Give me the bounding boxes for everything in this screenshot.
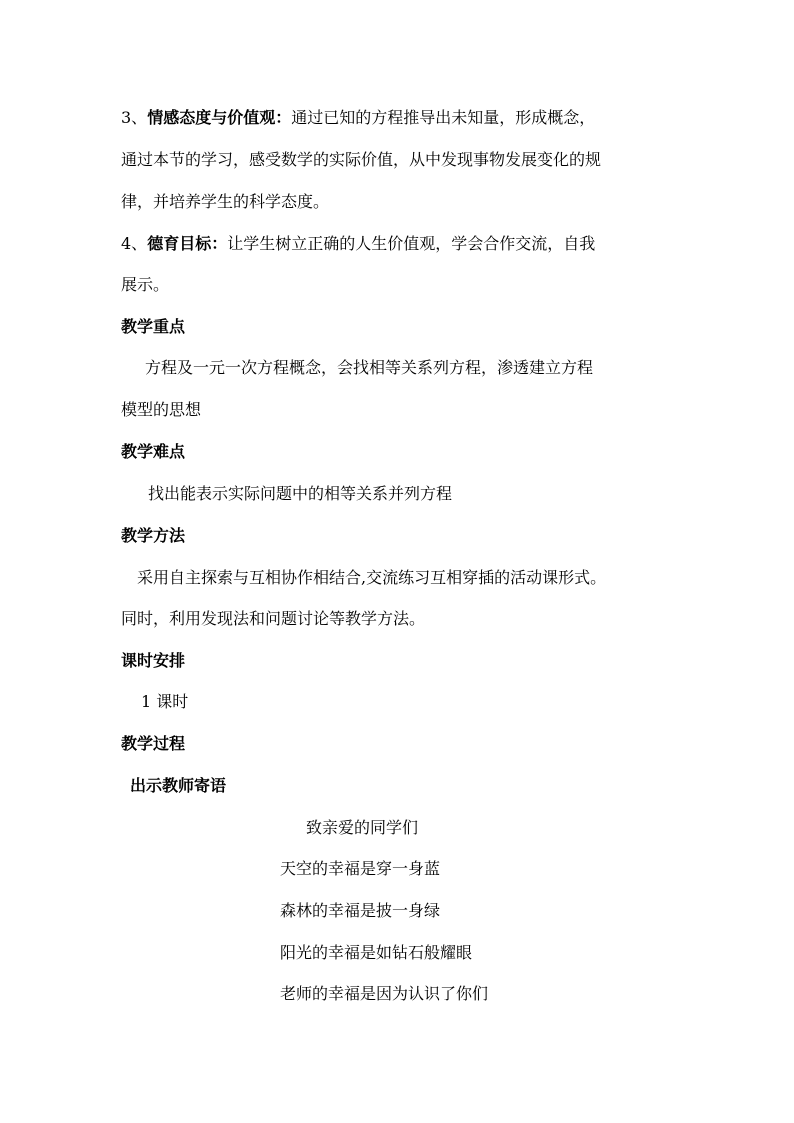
objective-4-label: 德育目标： [147,234,228,253]
objective-3-line-1 [121,108,701,128]
schedule-value: 1 课时 [141,692,189,711]
schedule-heading: 课时安排 [121,651,186,670]
objective-4-number: 4、 [121,234,148,253]
poem-line-1: 天空的幸福是穿一身蓝 [280,859,441,878]
objective-3-line-3: 律，并培养学生的科学态度。 [121,192,330,211]
poem-title: 致亲爱的同学们 [306,818,419,837]
process-subheading: 出示教师寄语 [130,776,227,795]
objective-4-line-2: 展示。 [121,275,170,294]
key-points-line-2: 模型的思想 [121,400,202,419]
methods-heading: 教学方法 [121,526,186,545]
key-points-heading: 教学重点 [121,317,186,336]
difficulties-heading: 教学难点 [121,442,186,461]
objective-3-number: 3、 [121,108,148,127]
objective-4-text: 让学生树立正确的人生价值观，学会合作交流，自我 [227,234,596,253]
poem-line-2: 森林的幸福是披一身绿 [280,901,441,920]
poem-line-4: 老师的幸福是因为认识了你们 [280,984,489,1003]
poem-line-3: 阳光的幸福是如钻石般耀眼 [280,943,473,962]
objective-4-line-1 [121,234,701,254]
objective-3-label: 情感态度与价值观： [147,108,292,127]
methods-line-2: 同时，利用发现法和问题讨论等教学方法。 [121,609,426,628]
objective-3-text: 通过已知的方程推导出未知量，形成概念， [291,108,596,127]
process-heading: 教学过程 [121,734,186,753]
difficulties-line-1: 找出能表示实际问题中的相等关系并列方程 [148,484,453,503]
methods-line-1: 采用自主探索与互相协作相结合,交流练习互相穿插的活动课形式。 [137,568,607,587]
objective-3-line-2: 通过本节的学习，感受数学的实际价值，从中发现事物发展变化的规 [121,150,602,169]
key-points-line-1: 方程及一元一次方程概念，会找相等关系列方程，渗透建立方程 [145,358,594,377]
